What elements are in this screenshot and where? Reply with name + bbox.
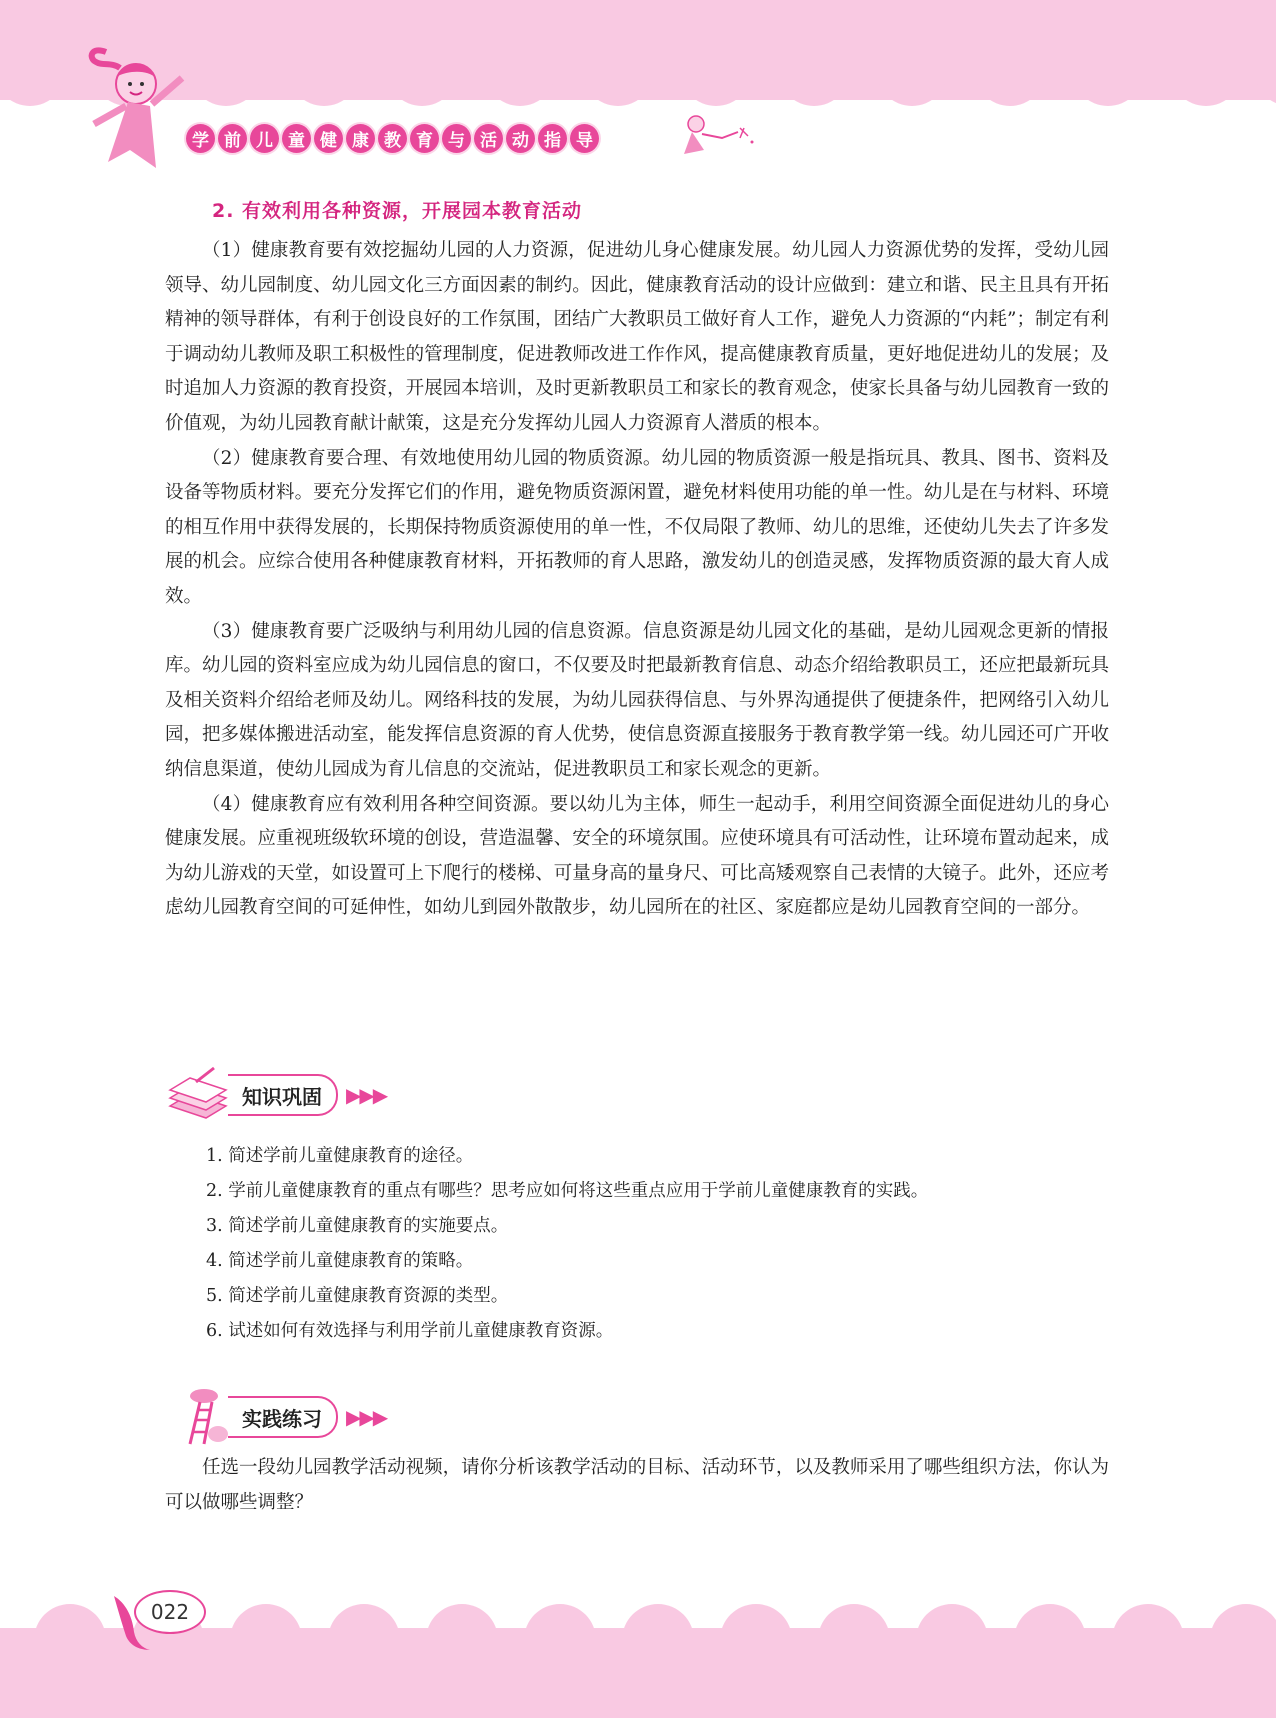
question-item: 3. 简述学前儿童健康教育的实施要点。 <box>206 1216 509 1236</box>
title-char: 儿 <box>250 124 279 153</box>
title-char: 与 <box>442 124 471 153</box>
practice-paragraph: 任选一段幼儿园教学活动视频，请你分析该教学活动的目标、活动环节，以及教师采用了哪些组织方法，你认为可以做哪些调整？ <box>165 1457 1109 1513</box>
title-char: 动 <box>506 124 535 153</box>
section-heading: 2. 有效利用各种资源，开展园本教育活动 <box>212 200 583 222</box>
paragraph: （4）健康教育应有效利用各种空间资源。要以幼儿为主体，师生一起动手，利用空间资源全面促进幼儿的身心健康发展。应重视班级软环境的创设，营造温馨、安全的环境氛围。应使环境具有可活动性，让环境布置动起来，成为幼儿游戏的天堂，如设置可上下爬行的楼梯、可量身高的量身尺、可比高矮观察自己表情的大镜子。此外，还应考虑幼儿园教育空间的可延伸性，如幼儿到园外散散步，幼儿园所在的社区、家庭都应是幼儿园教育空间的一部分。 <box>165 793 1109 919</box>
arrows-icon: ▶▶▶ <box>346 1405 387 1429</box>
book-stack-icon <box>166 1066 228 1124</box>
practice-tag <box>178 1386 386 1448</box>
knowledge-label: 知识巩固 <box>228 1074 338 1116</box>
question-item: 5. 简述学前儿童健康教育资源的类型。 <box>206 1286 509 1306</box>
title-char: 健 <box>314 124 343 153</box>
title-char: 指 <box>538 124 567 153</box>
title-char: 童 <box>282 124 311 153</box>
title-char: 康 <box>346 124 375 153</box>
small-fairy-illustration <box>678 108 758 168</box>
title-char: 前 <box>218 124 247 153</box>
ladder-icon <box>178 1386 228 1448</box>
practice-label: 实践练习 <box>228 1396 338 1438</box>
question-item: 4. 简述学前儿童健康教育的策略。 <box>206 1251 474 1271</box>
book-title <box>186 124 599 153</box>
title-char: 活 <box>474 124 503 153</box>
paragraph: （2）健康教育要合理、有效地使用幼儿园的物质资源。幼儿园的物质资源一般是指玩具、教具、图书、资料及设备等物质材料。要充分发挥它们的作用，避免物质资源闲置，避免材料使用功能的单一性。幼儿是在与材料、环境的相互作用中获得发展的，长期保持物质资源使用的单一性，不仅局限了教师、幼儿的思维，还使幼儿失去了许多发展的机会。应综合使用各种健康教育材料，开拓教师的育人思路，激发幼儿的创造灵感，发挥物质资源的最大育人成效。 <box>165 447 1109 607</box>
question-list <box>206 1139 928 1349</box>
paragraph: （3）健康教育要广泛吸纳与利用幼儿园的信息资源。信息资源是幼儿园文化的基础，是幼儿园观念更新的情报库。幼儿园的资料室应成为幼儿园信息的窗口，不仅要及时把最新教育信息、动态介绍给教职员工，还应把最新玩具及相关资料介绍给老师及幼儿。网络科技的发展，为幼儿园获得信息、与外界沟通提供了便捷条件，把网络引入幼儿园，把多媒体搬进活动室，能发挥信息资源的育人优势，使信息资源直接服务于教育教学第一线。幼儿园还可广开收纳信息渠道，使幼儿园成为育儿信息的交流站，促进教职员工和家长观念的更新。 <box>165 620 1109 780</box>
footer-band <box>0 1628 1276 1718</box>
title-char: 育 <box>410 124 439 153</box>
question-item: 1. 简述学前儿童健康教育的途径。 <box>206 1146 474 1166</box>
title-char: 教 <box>378 124 407 153</box>
question-item: 2. 学前儿童健康教育的重点有哪些？思考应如何将这些重点应用于学前儿童健康教育的实践。 <box>206 1181 929 1201</box>
knowledge-tag <box>166 1066 386 1124</box>
paragraph: （1）健康教育要有效挖掘幼儿园的人力资源，促进幼儿身心健康发展。幼儿园人力资源优势的发挥，受幼儿园领导、幼儿园制度、幼儿园文化三方面因素的制约。因此，健康教育活动的设计应做到：建立和谐、民主且具有开拓精神的领导群体，有利于创设良好的工作氛围，团结广大教职员工做好育人工作，避免人力资源的“内耗”；制定有利于调动幼儿教师及职工积极性的管理制度，促进教师改进工作作风，提高健康教育质量，更好地促进幼儿的发展；及时追加人力资源的教育投资，开展园本培训，及时更新教职员工和家长的教育观念，使家长具备与幼儿园教育一致的价值观，为幼儿园教育献计献策，这是充分发挥幼儿园人力资源育人潜质的根本。 <box>165 240 1109 434</box>
page-number: 022 <box>134 1590 206 1634</box>
body-text <box>165 234 1109 926</box>
title-char: 学 <box>186 124 215 153</box>
fairy-girl-illustration <box>86 44 206 174</box>
title-char: 导 <box>570 124 599 153</box>
question-item: 6. 试述如何有效选择与利用学前儿童健康教育资源。 <box>206 1321 614 1341</box>
arrows-icon: ▶▶▶ <box>346 1083 387 1107</box>
practice-text <box>165 1450 1109 1520</box>
